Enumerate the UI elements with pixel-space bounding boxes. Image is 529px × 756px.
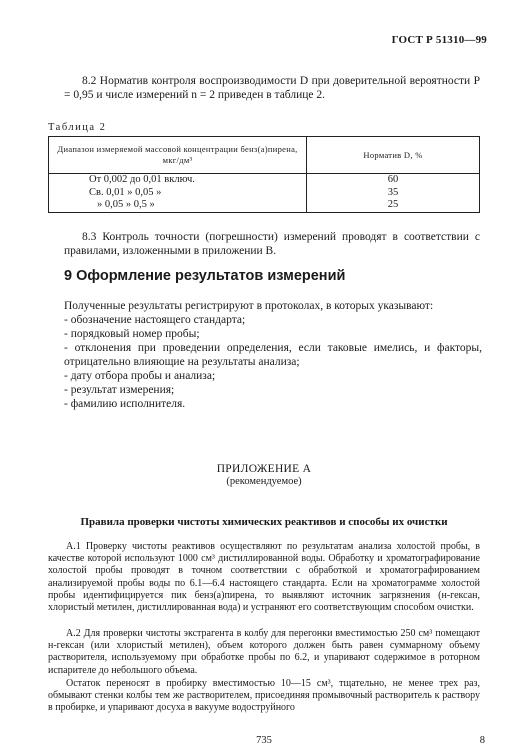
list-item: - порядковый номер пробы; xyxy=(64,328,200,340)
table-header-range: Диапазон измеряемой массовой концентрации бенз(а)пирена, мкг/дм³ xyxy=(49,137,307,174)
table-cell-range: » 0,05 » 0,5 » xyxy=(49,199,307,212)
document-header: ГОСТ Р 51310—99 xyxy=(391,34,487,46)
paragraph-a3: Остаток переносят в пробирку вместимостью 10—15 см³, тщательно, не менее трех раз, обмывают стенки колбы тем же растворителем, присоединяя промывочный растворитель к раствору в пробирке, и упаривают досуха в вакууме водоструйного xyxy=(48,678,480,714)
appendix-title: ПРИЛОЖЕНИЕ А xyxy=(216,463,312,475)
table-header-norm: Норматив D, % xyxy=(307,137,480,174)
results-intro: Полученные результаты регистрируют в протоколах, в которых указывают: xyxy=(64,300,434,312)
list-item: - обозначение настоящего стандарта; xyxy=(64,314,246,326)
list-item: - отклонения при проведении определения, если таковые имелись, и факторы, отрицательно влияющие на результаты анализа; xyxy=(64,342,482,368)
page-number: 8 xyxy=(479,735,485,746)
table-row xyxy=(49,199,480,212)
results-list xyxy=(64,299,482,411)
table-cell-norm: 25 xyxy=(307,199,480,212)
table-cell-range: Св. 0,01 » 0,05 » xyxy=(49,187,307,200)
paragraph-a1: А.1 Проверку чистоты реактивов осуществляют по результатам анализа холостой пробы, в качестве которой используют 1000 см³ дистиллированной воды. Обработку и хроматографирование холостой пробы проводят в точном соответствии с обработкой и хроматографированием анализируемой пробы воды по 6.1—6.4 настоящего стандарта. Если на хроматограмме холостой пробы идентифицируется пик бенз(а)пирена, то выявляют источник загрязнения (н-гексан, хлористый метилен, дистиллированная вода) и устраняют его соответствующим способом очистки. xyxy=(48,541,480,614)
table-caption: Таблица 2 xyxy=(48,122,107,133)
paragraph-8-3: 8.3 Контроль точности (погрешности) измерений проводят в соответствии с правилами, изложенными в приложении В. xyxy=(64,231,480,257)
section-9-heading: 9 Оформление результатов измерений xyxy=(64,268,346,284)
table-row xyxy=(49,174,480,187)
list-item: - результат измерения; xyxy=(64,384,175,396)
table-cell-norm: 35 xyxy=(307,187,480,200)
appendix-rules-title: Правила проверки чистоты химических реактивов и способы их очистки xyxy=(80,516,448,528)
paragraph-a2: А.2 Для проверки чистоты экстрагента в колбу для перегонки вместимостью 250 см³ помещают н-гексан (или хлористый метилен), объем которого должен быть равен суммарному объему растворителя, используемому при обработке пробы по 6.2, и упаривают содержимое в роторном испарителе до небольшого объема. xyxy=(48,628,480,676)
table-cell-norm: 60 xyxy=(307,174,480,187)
table-row xyxy=(49,187,480,200)
table-header-row xyxy=(49,137,480,174)
list-item: - фамилию исполнителя. xyxy=(64,398,186,410)
footer-code: 735 xyxy=(256,735,272,746)
paragraph-8-2: 8.2 Норматив контроля воспроизводимости D при доверительной вероятности P = 0,95 и числе измерений n = 2 приведен в таблице 2. xyxy=(64,75,480,101)
table-cell-range: От 0,002 до 0,01 включ. xyxy=(49,174,307,187)
list-item: - дату отбора пробы и анализа; xyxy=(64,370,216,382)
appendix-subtitle: (рекомендуемое) xyxy=(226,476,302,487)
table-2 xyxy=(48,136,480,213)
